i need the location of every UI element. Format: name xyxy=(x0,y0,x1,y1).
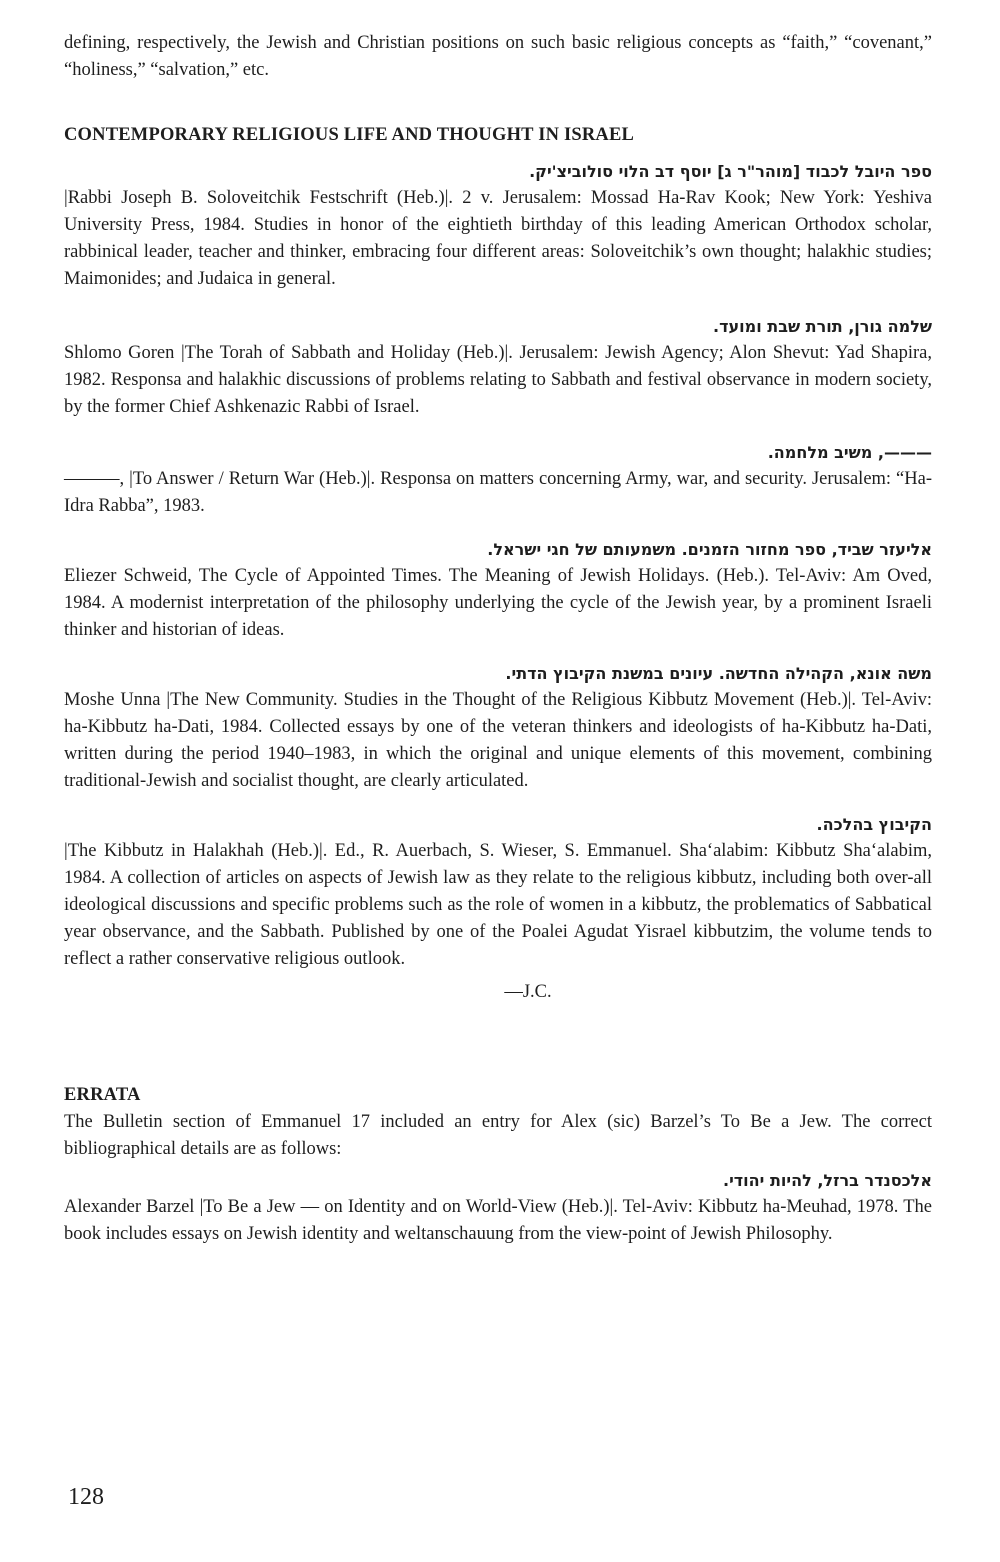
bibliography-entry xyxy=(64,439,932,520)
entry-description: Eliezer Schweid, The Cycle of Appointed Times. The Meaning of Jewish Holidays. (Heb.). Tel-Aviv: Am Oved, 1984. A modernist interpretation of the philosophy underlying the cycle of the Jewish year, by a prominent Israeli thinker and historian of ideas. xyxy=(64,566,932,640)
bibliography-entry xyxy=(64,811,932,973)
errata-hebrew-title: אלכסנדר ברזל, להיות יהודי. xyxy=(722,1171,932,1190)
hebrew-title: הקיבוץ בהלכה. xyxy=(816,815,932,834)
bibliography-entry xyxy=(64,313,932,421)
bibliography-entry xyxy=(64,536,932,644)
errata-title: ERRATA xyxy=(64,1085,141,1105)
hebrew-title: ספר היובל לכבוד [מוהר"ר ג] יוסף דב הלוי סולוביצ'יק. xyxy=(529,162,932,181)
page-number: 128 xyxy=(68,1484,104,1510)
intro-paragraph: defining, respectively, the Jewish and Christian positions on such basic religious concepts as “faith,” “covenant,” “holiness,” “salvation,” etc. xyxy=(64,33,932,80)
page-body xyxy=(64,30,932,1248)
hebrew-title: אליעזר שביד, ספר מחזור הזמנים. משמעותם של חגי ישראל. xyxy=(487,540,932,559)
errata-entry: Alexander Barzel |To Be a Jew — on Identity and on World-View (Heb.)|. Tel-Aviv: Kibbutz ha-Meuhad, 1978. The book includes essays on Jewish identity and weltanschauung from the view-point of Jewish Philosophy. xyxy=(64,1197,932,1244)
hebrew-title: שלמה גורן, תורת שבת ומועד. xyxy=(712,317,932,336)
author-signature: —J.C. xyxy=(504,982,552,1002)
bibliography-entry xyxy=(64,158,932,293)
entry-description: ———, |To Answer / Return War (Heb.)|. Responsa on matters concerning Army, war, and security. Jerusalem: “Ha-Idra Rabba”, 1983. xyxy=(64,469,932,516)
entry-description: Shlomo Goren |The Torah of Sabbath and Holiday (Heb.)|. Jerusalem: Jewish Agency; Alon Shevut: Yad Shapira, 1982. Responsa and halakhic discussions of problems relating to Sabbath and festival observance in modern society, by the former Chief Ashkenazic Rabbi of Israel. xyxy=(64,343,932,417)
errata-text: The Bulletin section of Emmanuel 17 included an entry for Alex (sic) Barzel’s To Be a Jew. The correct bibliographical details are as follows: xyxy=(64,1112,932,1159)
section-title: CONTEMPORARY RELIGIOUS LIFE AND THOUGHT IN ISRAEL xyxy=(64,125,635,145)
bibliography-entry xyxy=(64,660,932,795)
entry-description: Moshe Unna |The New Community. Studies in the Thought of the Religious Kibbutz Movement (Heb.)|. Tel-Aviv: ha-Kibbutz ha-Dati, 1984. Collected essays by one of the veteran thinkers and ideologists of ha-Kibbutz ha-Dati, written during the period 1940–1983, in which the original and unique elements of this movement, combining traditional-Jewish and socialist thought, are clearly articulated. xyxy=(64,690,932,791)
entry-description: |The Kibbutz in Halakhah (Heb.)|. Ed., R. Auerbach, S. Wieser, S. Emmanuel. Sha‘alabim: Kibbutz Sha‘alabim, 1984. A collection of articles on aspects of Jewish law as they relate to the religious kibbutz, including both over-all ideological discussions and specific problems such as the role of women in a kibbutz, the problematics of Sabbatical year observance, and the Sabbath. Published by one of the Poalei Agudat Yisrael kibbutzim, the volume tends to reflect a rather conservative religious outlook. xyxy=(64,841,932,969)
entry-description: |Rabbi Joseph B. Soloveitchik Festschrift (Heb.)|. 2 v. Jerusalem: Mossad Ha-Rav Kook; New York: Yeshiva University Press, 1984. Studies in honor of the eightieth birthday of this leading American Orthodox scholar, rabbinical leader, teacher and thinker, embracing four different areas: Soloveitchik’s own thought; halakhic studies; Maimonides; and Judaica in general. xyxy=(64,188,932,289)
hebrew-title: משה אונא, הקהילה החדשה. עיונים במשנת הקיבוץ הדתי. xyxy=(505,664,932,683)
hebrew-title: ———, משיב מלחמה. xyxy=(767,443,932,462)
